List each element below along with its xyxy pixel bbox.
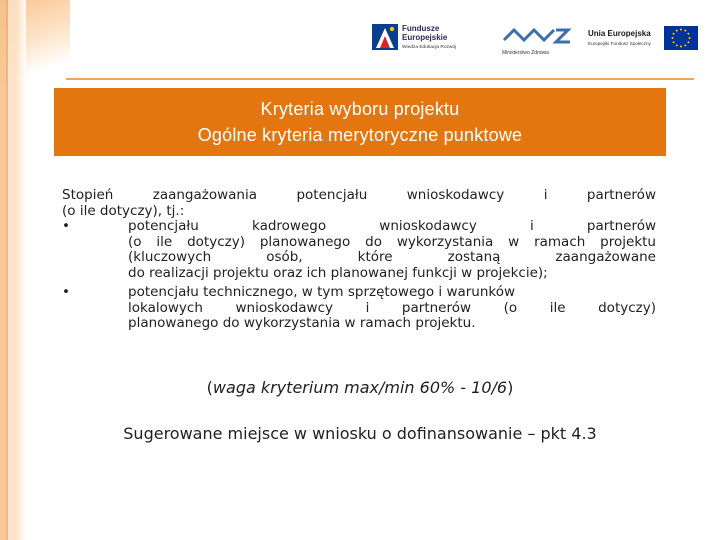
bullet-2-line-2: lokalowych wnioskodawcy i partnerów (o ile dotyczy) <box>128 299 656 316</box>
bullet-1-line-2: (o ile dotyczy) planowanego do wykorzystania w ramach projektu <box>128 233 656 250</box>
logo-bar <box>360 12 710 64</box>
bullet-2-line-1: potencjału technicznego, w tym sprzętowego i warunków <box>128 284 516 300</box>
ministerstwo-zdrowia-logo <box>500 18 580 62</box>
fundusze-europejskie-logo <box>370 18 466 62</box>
ue-logo-line2: Europejski Fundusz Społeczny <box>588 41 651 46</box>
mz-logo-caption: Ministerstwo Zdrowia <box>502 50 549 56</box>
criteria-description <box>62 188 656 332</box>
intro-paragraph <box>62 188 656 219</box>
decorative-left-strip <box>0 0 26 540</box>
fe-logo-line1: Fundusze <box>402 24 440 33</box>
bullet-1-line-4: do realizacji projektu oraz ich planowanej funkcji w projekcie); <box>128 264 548 281</box>
title-banner <box>54 88 666 156</box>
title-line-1: Kryteria wyboru projektu <box>260 99 460 119</box>
bullet-item <box>62 219 656 281</box>
ue-logo-line1: Unia Europejska <box>588 29 651 38</box>
bullet-2-line-3: planowanego do wykorzystania w ramach projektu. <box>128 315 476 331</box>
intro-line-1: Stopień zaangażowania potencjału wnioskodawcy i partnerów <box>62 187 656 203</box>
bullet-icon: • <box>62 218 70 234</box>
application-section-reference: Sugerowane miejsce w wniosku o dofinansowanie – pkt 4.3 <box>123 424 597 443</box>
bullet-item <box>62 285 656 332</box>
criterion-weight <box>0 378 720 397</box>
weight-close-paren: ) <box>507 378 514 397</box>
unia-europejska-logo <box>588 18 700 62</box>
fe-logo-line3: Wiedza Edukacja Rozwój <box>402 45 457 50</box>
weight-open-paren: ( <box>206 378 213 397</box>
intro-line-2: (o ile dotyczy), tj.: <box>62 202 185 219</box>
fe-logo-line2: Europejskie <box>402 33 448 42</box>
header-divider <box>66 78 694 80</box>
weight-text: waga kryterium max/min 60% - 10/6 <box>212 378 508 397</box>
bullet-1-line-3: (kluczowych osób, które zostaną zaangażowane <box>128 249 656 265</box>
title-line-2: Ogólne kryteria merytoryczne punktowe <box>197 125 523 145</box>
bullet-icon: • <box>62 284 70 300</box>
bullet-1-line-1: potencjału kadrowego wnioskodawcy i partnerów <box>128 218 656 234</box>
